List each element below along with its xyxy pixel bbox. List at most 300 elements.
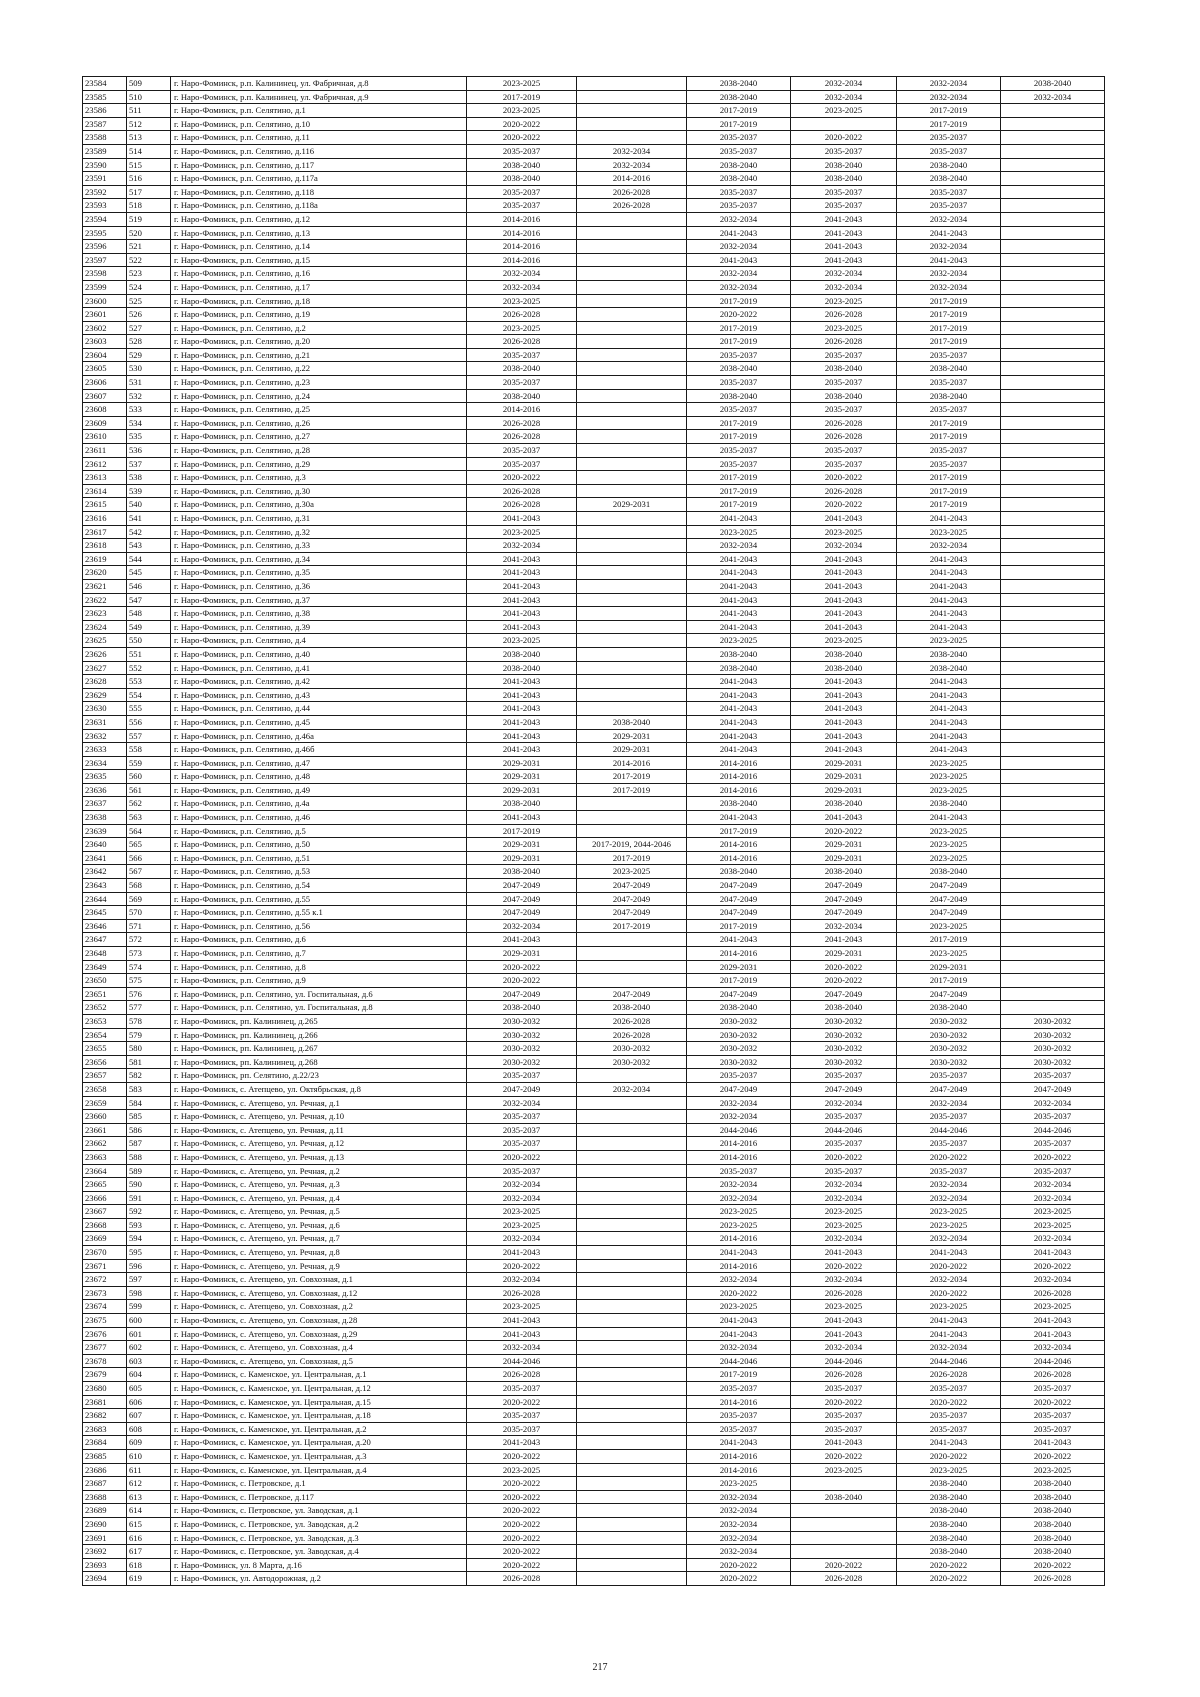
period-5-cell: 2038-2040 bbox=[897, 1517, 1001, 1531]
item-number-cell: 619 bbox=[127, 1572, 171, 1586]
table-row bbox=[83, 811, 1105, 825]
period-4-cell: 2041-2043 bbox=[791, 1436, 897, 1450]
period-2-cell: 2032-2034 bbox=[577, 144, 687, 158]
item-number-cell: 603 bbox=[127, 1354, 171, 1368]
record-id-cell: 23658 bbox=[83, 1082, 127, 1096]
period-6-cell bbox=[1001, 729, 1105, 743]
period-6-cell: 2020-2022 bbox=[1001, 1395, 1105, 1409]
record-id-cell: 23644 bbox=[83, 892, 127, 906]
period-3-cell: 2017-2019 bbox=[687, 484, 791, 498]
period-3-cell: 2041-2043 bbox=[687, 702, 791, 716]
item-number-cell: 612 bbox=[127, 1477, 171, 1491]
address-cell: г. Наро-Фоминск, р.п. Селятино, д.53 bbox=[171, 865, 467, 879]
period-5-cell: 2047-2049 bbox=[897, 906, 1001, 920]
address-cell: г. Наро-Фоминск, р.п. Селятино, д.18 bbox=[171, 294, 467, 308]
address-cell: г. Наро-Фоминск, р.п. Селятино, д.24 bbox=[171, 389, 467, 403]
record-id-cell: 23660 bbox=[83, 1110, 127, 1124]
period-4-cell: 2026-2028 bbox=[791, 1286, 897, 1300]
period-6-cell: 2038-2040 bbox=[1001, 77, 1105, 91]
period-1-cell: 2032-2034 bbox=[467, 1096, 577, 1110]
period-6-cell bbox=[1001, 430, 1105, 444]
table-row bbox=[83, 1164, 1105, 1178]
period-5-cell: 2038-2040 bbox=[897, 647, 1001, 661]
period-5-cell: 2038-2040 bbox=[897, 362, 1001, 376]
record-id-cell: 23625 bbox=[83, 634, 127, 648]
table-row bbox=[83, 498, 1105, 512]
period-5-cell: 2041-2043 bbox=[897, 566, 1001, 580]
period-5-cell: 2035-2037 bbox=[897, 131, 1001, 145]
address-cell: г. Наро-Фоминск, р.п. Селятино, д.55 к.1 bbox=[171, 906, 467, 920]
period-3-cell: 2041-2043 bbox=[687, 512, 791, 526]
table-row bbox=[83, 960, 1105, 974]
record-id-cell: 23608 bbox=[83, 403, 127, 417]
period-1-cell: 2035-2037 bbox=[467, 185, 577, 199]
period-5-cell: 2017-2019 bbox=[897, 104, 1001, 118]
period-5-cell: 2017-2019 bbox=[897, 308, 1001, 322]
period-6-cell: 2032-2034 bbox=[1001, 1273, 1105, 1287]
period-5-cell: 2029-2031 bbox=[897, 960, 1001, 974]
period-2-cell bbox=[577, 607, 687, 621]
item-number-cell: 516 bbox=[127, 172, 171, 186]
period-1-cell: 2020-2022 bbox=[467, 1150, 577, 1164]
period-3-cell: 2032-2034 bbox=[687, 1545, 791, 1559]
period-1-cell: 2017-2019 bbox=[467, 90, 577, 104]
record-id-cell: 23649 bbox=[83, 960, 127, 974]
record-id-cell: 23626 bbox=[83, 647, 127, 661]
period-1-cell: 2029-2031 bbox=[467, 770, 577, 784]
period-3-cell: 2032-2034 bbox=[687, 280, 791, 294]
period-6-cell bbox=[1001, 919, 1105, 933]
period-6-cell bbox=[1001, 321, 1105, 335]
period-5-cell: 2023-2025 bbox=[897, 851, 1001, 865]
period-2-cell bbox=[577, 688, 687, 702]
item-number-cell: 581 bbox=[127, 1055, 171, 1069]
page-number: 217 bbox=[592, 1662, 608, 1673]
period-4-cell: 2032-2034 bbox=[791, 90, 897, 104]
period-5-cell: 2041-2043 bbox=[897, 593, 1001, 607]
period-1-cell: 2023-2025 bbox=[467, 321, 577, 335]
address-cell: г. Наро-Фоминск, р.п. Селятино, ул. Госпитальная, д.6 bbox=[171, 987, 467, 1001]
period-5-cell: 2032-2034 bbox=[897, 1341, 1001, 1355]
table-row bbox=[83, 715, 1105, 729]
table-row bbox=[83, 947, 1105, 961]
period-4-cell: 2020-2022 bbox=[791, 1449, 897, 1463]
period-4-cell: 2038-2040 bbox=[791, 797, 897, 811]
item-number-cell: 527 bbox=[127, 321, 171, 335]
record-id-cell: 23677 bbox=[83, 1341, 127, 1355]
period-3-cell: 2029-2031 bbox=[687, 960, 791, 974]
record-id-cell: 23693 bbox=[83, 1558, 127, 1572]
address-cell: г. Наро-Фоминск, с. Атепцево, ул. Речная, д.9 bbox=[171, 1259, 467, 1273]
item-number-cell: 617 bbox=[127, 1545, 171, 1559]
item-number-cell: 525 bbox=[127, 294, 171, 308]
period-3-cell: 2017-2019 bbox=[687, 321, 791, 335]
item-number-cell: 592 bbox=[127, 1205, 171, 1219]
period-5-cell: 2038-2040 bbox=[897, 1001, 1001, 1015]
period-6-cell bbox=[1001, 702, 1105, 716]
period-3-cell: 2030-2032 bbox=[687, 1028, 791, 1042]
table-row bbox=[83, 1517, 1105, 1531]
table-row bbox=[83, 1572, 1105, 1586]
period-3-cell: 2047-2049 bbox=[687, 879, 791, 893]
period-6-cell bbox=[1001, 185, 1105, 199]
period-5-cell: 2032-2034 bbox=[897, 267, 1001, 281]
period-5-cell: 2023-2025 bbox=[897, 783, 1001, 797]
address-cell: г. Наро-Фоминск, р.п. Селятино, д.22 bbox=[171, 362, 467, 376]
address-cell: г. Наро-Фоминск, с. Атепцево, ул. Речная, д.5 bbox=[171, 1205, 467, 1219]
address-cell: г. Наро-Фоминск, с. Каменское, ул. Центральная, д.4 bbox=[171, 1463, 467, 1477]
period-3-cell: 2023-2025 bbox=[687, 1205, 791, 1219]
item-number-cell: 534 bbox=[127, 416, 171, 430]
period-1-cell: 2041-2043 bbox=[467, 715, 577, 729]
period-3-cell: 2035-2037 bbox=[687, 131, 791, 145]
period-6-cell bbox=[1001, 756, 1105, 770]
period-1-cell: 2026-2028 bbox=[467, 498, 577, 512]
table-row bbox=[83, 743, 1105, 757]
period-1-cell: 2032-2034 bbox=[467, 539, 577, 553]
period-3-cell: 2041-2043 bbox=[687, 933, 791, 947]
address-cell: г. Наро-Фоминск, р.п. Селятино, д.48 bbox=[171, 770, 467, 784]
period-1-cell: 2032-2034 bbox=[467, 280, 577, 294]
period-2-cell: 2029-2031 bbox=[577, 498, 687, 512]
table-row bbox=[83, 1205, 1105, 1219]
period-3-cell: 2017-2019 bbox=[687, 471, 791, 485]
period-4-cell: 2035-2037 bbox=[791, 348, 897, 362]
address-cell: г. Наро-Фоминск, р.п. Селятино, д.20 bbox=[171, 335, 467, 349]
period-6-cell bbox=[1001, 743, 1105, 757]
period-3-cell: 2038-2040 bbox=[687, 90, 791, 104]
item-number-cell: 609 bbox=[127, 1436, 171, 1450]
period-6-cell bbox=[1001, 348, 1105, 362]
record-id-cell: 23640 bbox=[83, 838, 127, 852]
item-number-cell: 571 bbox=[127, 919, 171, 933]
address-cell: г. Наро-Фоминск, р.п. Селятино, д.35 bbox=[171, 566, 467, 580]
period-5-cell: 2038-2040 bbox=[897, 661, 1001, 675]
period-3-cell: 2023-2025 bbox=[687, 634, 791, 648]
address-cell: г. Наро-Фоминск, р.п. Селятино, д.10 bbox=[171, 117, 467, 131]
period-6-cell bbox=[1001, 226, 1105, 240]
table-row bbox=[83, 906, 1105, 920]
period-6-cell: 2020-2022 bbox=[1001, 1150, 1105, 1164]
address-cell: г. Наро-Фоминск, р.п. Селятино, д.37 bbox=[171, 593, 467, 607]
period-2-cell bbox=[577, 1286, 687, 1300]
period-2-cell bbox=[577, 117, 687, 131]
period-4-cell: 2041-2043 bbox=[791, 620, 897, 634]
period-4-cell: 2035-2037 bbox=[791, 457, 897, 471]
period-2-cell bbox=[577, 430, 687, 444]
period-2-cell bbox=[577, 702, 687, 716]
item-number-cell: 557 bbox=[127, 729, 171, 743]
table-row bbox=[83, 1123, 1105, 1137]
period-3-cell: 2032-2034 bbox=[687, 267, 791, 281]
period-2-cell bbox=[577, 457, 687, 471]
table-row bbox=[83, 1218, 1105, 1232]
period-4-cell: 2035-2037 bbox=[791, 185, 897, 199]
period-1-cell: 2047-2049 bbox=[467, 987, 577, 1001]
record-id-cell: 23690 bbox=[83, 1517, 127, 1531]
period-1-cell: 2020-2022 bbox=[467, 960, 577, 974]
item-number-cell: 556 bbox=[127, 715, 171, 729]
period-3-cell: 2023-2025 bbox=[687, 1218, 791, 1232]
period-6-cell bbox=[1001, 634, 1105, 648]
period-4-cell: 2020-2022 bbox=[791, 824, 897, 838]
record-id-cell: 23594 bbox=[83, 212, 127, 226]
period-1-cell: 2038-2040 bbox=[467, 865, 577, 879]
period-4-cell: 2038-2040 bbox=[791, 362, 897, 376]
period-4-cell: 2035-2037 bbox=[791, 403, 897, 417]
period-4-cell: 2035-2037 bbox=[791, 1069, 897, 1083]
item-number-cell: 618 bbox=[127, 1558, 171, 1572]
period-5-cell: 2047-2049 bbox=[897, 892, 1001, 906]
table-row bbox=[83, 634, 1105, 648]
period-5-cell: 2041-2043 bbox=[897, 743, 1001, 757]
period-5-cell: 2035-2037 bbox=[897, 1137, 1001, 1151]
period-2-cell bbox=[577, 1531, 687, 1545]
address-cell: г. Наро-Фоминск, р.п. Селятино, д.45 bbox=[171, 715, 467, 729]
address-cell: г. Наро-Фоминск, р.п. Селятино, д.14 bbox=[171, 240, 467, 254]
item-number-cell: 546 bbox=[127, 579, 171, 593]
period-3-cell: 2038-2040 bbox=[687, 647, 791, 661]
address-cell: г. Наро-Фоминск, р.п. Селятино, д.31 bbox=[171, 512, 467, 526]
record-id-cell: 23671 bbox=[83, 1259, 127, 1273]
item-number-cell: 531 bbox=[127, 376, 171, 390]
period-3-cell: 2014-2016 bbox=[687, 1232, 791, 1246]
item-number-cell: 572 bbox=[127, 933, 171, 947]
table-row bbox=[83, 865, 1105, 879]
item-number-cell: 610 bbox=[127, 1449, 171, 1463]
record-id-cell: 23603 bbox=[83, 335, 127, 349]
period-3-cell: 2035-2037 bbox=[687, 185, 791, 199]
period-3-cell: 2035-2037 bbox=[687, 1164, 791, 1178]
period-4-cell: 2041-2043 bbox=[791, 688, 897, 702]
record-id-cell: 23641 bbox=[83, 851, 127, 865]
period-6-cell bbox=[1001, 539, 1105, 553]
period-1-cell: 2023-2025 bbox=[467, 104, 577, 118]
item-number-cell: 511 bbox=[127, 104, 171, 118]
period-6-cell bbox=[1001, 172, 1105, 186]
period-3-cell: 2038-2040 bbox=[687, 661, 791, 675]
table-row bbox=[83, 1463, 1105, 1477]
item-number-cell: 515 bbox=[127, 158, 171, 172]
item-number-cell: 579 bbox=[127, 1028, 171, 1042]
period-1-cell: 2023-2025 bbox=[467, 1218, 577, 1232]
table-row bbox=[83, 647, 1105, 661]
period-4-cell: 2041-2043 bbox=[791, 579, 897, 593]
item-number-cell: 522 bbox=[127, 253, 171, 267]
period-6-cell bbox=[1001, 444, 1105, 458]
period-5-cell: 2044-2046 bbox=[897, 1354, 1001, 1368]
period-6-cell: 2032-2034 bbox=[1001, 1232, 1105, 1246]
period-6-cell bbox=[1001, 199, 1105, 213]
period-5-cell: 2023-2025 bbox=[897, 919, 1001, 933]
period-4-cell: 2029-2031 bbox=[791, 851, 897, 865]
period-6-cell bbox=[1001, 212, 1105, 226]
period-6-cell bbox=[1001, 593, 1105, 607]
period-3-cell: 2030-2032 bbox=[687, 1042, 791, 1056]
table-row bbox=[83, 294, 1105, 308]
record-id-cell: 23624 bbox=[83, 620, 127, 634]
period-4-cell: 2032-2034 bbox=[791, 919, 897, 933]
period-6-cell: 2035-2037 bbox=[1001, 1409, 1105, 1423]
period-5-cell: 2032-2034 bbox=[897, 1273, 1001, 1287]
period-5-cell: 2017-2019 bbox=[897, 484, 1001, 498]
table-row bbox=[83, 1246, 1105, 1260]
address-cell: г. Наро-Фоминск, р.п. Селятино, д.25 bbox=[171, 403, 467, 417]
period-4-cell: 2044-2046 bbox=[791, 1354, 897, 1368]
period-6-cell: 2035-2037 bbox=[1001, 1110, 1105, 1124]
period-5-cell: 2035-2037 bbox=[897, 1422, 1001, 1436]
record-id-cell: 23656 bbox=[83, 1055, 127, 1069]
period-4-cell: 2032-2034 bbox=[791, 280, 897, 294]
period-6-cell: 2026-2028 bbox=[1001, 1286, 1105, 1300]
period-3-cell: 2017-2019 bbox=[687, 294, 791, 308]
period-4-cell: 2020-2022 bbox=[791, 974, 897, 988]
period-2-cell bbox=[577, 1164, 687, 1178]
item-number-cell: 602 bbox=[127, 1341, 171, 1355]
address-cell: г. Наро-Фоминск, с. Петровское, д.117 bbox=[171, 1490, 467, 1504]
period-3-cell: 2035-2037 bbox=[687, 376, 791, 390]
item-number-cell: 553 bbox=[127, 675, 171, 689]
table-row bbox=[83, 484, 1105, 498]
period-2-cell bbox=[577, 416, 687, 430]
table-row bbox=[83, 579, 1105, 593]
item-number-cell: 568 bbox=[127, 879, 171, 893]
period-4-cell bbox=[791, 1545, 897, 1559]
period-3-cell: 2017-2019 bbox=[687, 117, 791, 131]
address-cell: г. Наро-Фоминск, с. Атепцево, ул. Совхозная, д.2 bbox=[171, 1300, 467, 1314]
record-id-cell: 23666 bbox=[83, 1191, 127, 1205]
table-row bbox=[83, 539, 1105, 553]
period-4-cell: 2035-2037 bbox=[791, 1422, 897, 1436]
period-4-cell: 2026-2028 bbox=[791, 1368, 897, 1382]
item-number-cell: 569 bbox=[127, 892, 171, 906]
period-3-cell: 2035-2037 bbox=[687, 348, 791, 362]
period-2-cell bbox=[577, 348, 687, 362]
period-3-cell: 2014-2016 bbox=[687, 1150, 791, 1164]
period-2-cell bbox=[577, 1545, 687, 1559]
table-row bbox=[83, 620, 1105, 634]
period-2-cell: 2026-2028 bbox=[577, 1028, 687, 1042]
address-cell: г. Наро-Фоминск, с. Атепцево, ул. Совхозная, д.1 bbox=[171, 1273, 467, 1287]
period-3-cell: 2041-2043 bbox=[687, 1436, 791, 1450]
period-2-cell bbox=[577, 933, 687, 947]
table-row bbox=[83, 1110, 1105, 1124]
item-number-cell: 574 bbox=[127, 960, 171, 974]
period-1-cell: 2030-2032 bbox=[467, 1014, 577, 1028]
period-5-cell: 2023-2025 bbox=[897, 824, 1001, 838]
period-2-cell bbox=[577, 1069, 687, 1083]
period-6-cell: 2023-2025 bbox=[1001, 1218, 1105, 1232]
period-2-cell bbox=[577, 1259, 687, 1273]
record-id-cell: 23684 bbox=[83, 1436, 127, 1450]
item-number-cell: 509 bbox=[127, 77, 171, 91]
record-id-cell: 23675 bbox=[83, 1314, 127, 1328]
record-id-cell: 23631 bbox=[83, 715, 127, 729]
period-4-cell: 2041-2043 bbox=[791, 512, 897, 526]
period-5-cell: 2041-2043 bbox=[897, 675, 1001, 689]
period-1-cell: 2029-2031 bbox=[467, 838, 577, 852]
period-3-cell: 2041-2043 bbox=[687, 552, 791, 566]
period-6-cell bbox=[1001, 675, 1105, 689]
period-1-cell: 2014-2016 bbox=[467, 212, 577, 226]
period-5-cell: 2030-2032 bbox=[897, 1028, 1001, 1042]
record-id-cell: 23620 bbox=[83, 566, 127, 580]
period-4-cell: 2030-2032 bbox=[791, 1042, 897, 1056]
period-5-cell: 2038-2040 bbox=[897, 1545, 1001, 1559]
table-row bbox=[83, 77, 1105, 91]
period-3-cell: 2038-2040 bbox=[687, 362, 791, 376]
item-number-cell: 560 bbox=[127, 770, 171, 784]
table-row bbox=[83, 1028, 1105, 1042]
table-row bbox=[83, 226, 1105, 240]
period-3-cell: 2017-2019 bbox=[687, 430, 791, 444]
item-number-cell: 578 bbox=[127, 1014, 171, 1028]
period-5-cell: 2030-2032 bbox=[897, 1055, 1001, 1069]
record-id-cell: 23648 bbox=[83, 947, 127, 961]
period-2-cell bbox=[577, 1477, 687, 1491]
period-1-cell: 2041-2043 bbox=[467, 729, 577, 743]
table-row bbox=[83, 933, 1105, 947]
address-cell: г. Наро-Фоминск, с. Атепцево, ул. Совхозная, д.12 bbox=[171, 1286, 467, 1300]
period-3-cell: 2041-2043 bbox=[687, 566, 791, 580]
period-2-cell: 2014-2016 bbox=[577, 172, 687, 186]
period-6-cell: 2030-2032 bbox=[1001, 1014, 1105, 1028]
period-6-cell bbox=[1001, 158, 1105, 172]
period-1-cell: 2026-2028 bbox=[467, 308, 577, 322]
address-cell: г. Наро-Фоминск, р.п. Селятино, д.40 bbox=[171, 647, 467, 661]
period-5-cell: 2023-2025 bbox=[897, 1463, 1001, 1477]
address-cell: г. Наро-Фоминск, с. Атепцево, ул. Речная, д.6 bbox=[171, 1218, 467, 1232]
record-id-cell: 23679 bbox=[83, 1368, 127, 1382]
table-row bbox=[83, 430, 1105, 444]
period-1-cell: 2035-2037 bbox=[467, 444, 577, 458]
address-cell: г. Наро-Фоминск, рп. Калининец, д.265 bbox=[171, 1014, 467, 1028]
item-number-cell: 563 bbox=[127, 811, 171, 825]
period-4-cell: 2035-2037 bbox=[791, 1409, 897, 1423]
address-cell: г. Наро-Фоминск, с. Каменское, ул. Центральная, д.1 bbox=[171, 1368, 467, 1382]
period-5-cell: 2023-2025 bbox=[897, 1218, 1001, 1232]
record-id-cell: 23598 bbox=[83, 267, 127, 281]
period-6-cell: 2026-2028 bbox=[1001, 1572, 1105, 1586]
period-3-cell: 2038-2040 bbox=[687, 865, 791, 879]
address-cell: г. Наро-Фоминск, р.п. Селятино, д.36 bbox=[171, 579, 467, 593]
item-number-cell: 547 bbox=[127, 593, 171, 607]
item-number-cell: 532 bbox=[127, 389, 171, 403]
period-5-cell: 2032-2034 bbox=[897, 1096, 1001, 1110]
period-5-cell: 2035-2037 bbox=[897, 1069, 1001, 1083]
period-3-cell: 2020-2022 bbox=[687, 1572, 791, 1586]
period-1-cell: 2035-2037 bbox=[467, 1422, 577, 1436]
table-row bbox=[83, 1150, 1105, 1164]
item-number-cell: 573 bbox=[127, 947, 171, 961]
table-row bbox=[83, 1341, 1105, 1355]
record-id-cell: 23627 bbox=[83, 661, 127, 675]
period-3-cell: 2030-2032 bbox=[687, 1014, 791, 1028]
period-5-cell: 2030-2032 bbox=[897, 1014, 1001, 1028]
period-1-cell: 2026-2028 bbox=[467, 335, 577, 349]
period-2-cell bbox=[577, 512, 687, 526]
period-4-cell: 2026-2028 bbox=[791, 430, 897, 444]
period-2-cell bbox=[577, 321, 687, 335]
period-3-cell: 2035-2037 bbox=[687, 1069, 791, 1083]
period-1-cell: 2020-2022 bbox=[467, 1545, 577, 1559]
record-id-cell: 23593 bbox=[83, 199, 127, 213]
period-2-cell bbox=[577, 294, 687, 308]
item-number-cell: 533 bbox=[127, 403, 171, 417]
table-row bbox=[83, 892, 1105, 906]
period-4-cell: 2023-2025 bbox=[791, 294, 897, 308]
period-5-cell: 2020-2022 bbox=[897, 1558, 1001, 1572]
